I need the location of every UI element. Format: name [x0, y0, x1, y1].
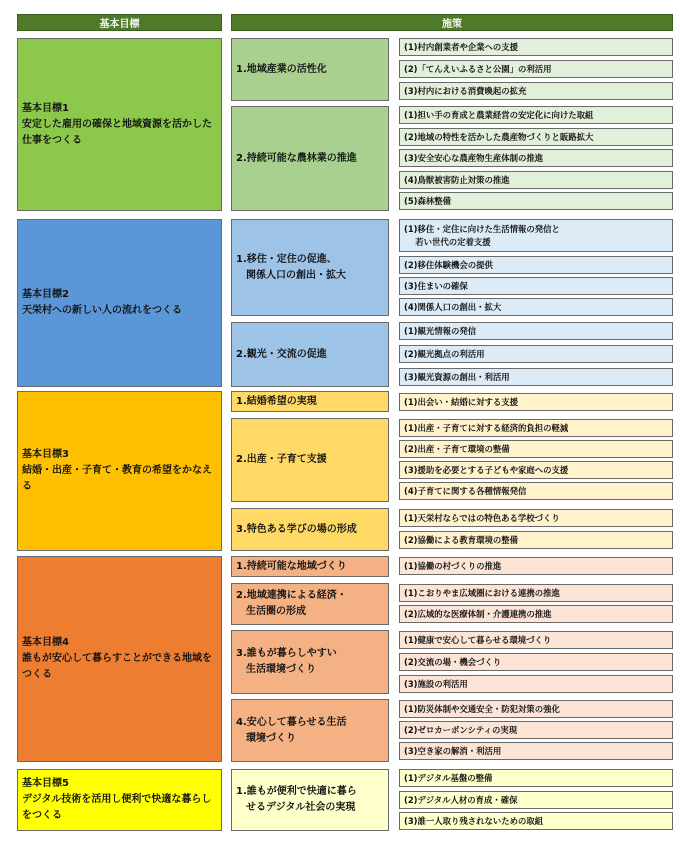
goal-3-box	[17, 391, 222, 551]
measure-4-4-1: (1)防災体制や交通安全・防犯対策の強化	[399, 700, 673, 718]
policy-3-3: 3.特色ある学びの場の形成	[231, 508, 389, 551]
measure-4-1-1: (1)協働の村づくりの推進	[399, 557, 673, 575]
policy-3-2: 2.出産・子育て支援	[231, 418, 389, 502]
goal-5-text: デジタル技術を活用し便利で快適な暮らしをつくる	[22, 794, 212, 821]
goal-4-label: 基本目標4	[22, 637, 69, 648]
measure-5-1-3: (3)誰一人取り残されないための取組	[399, 812, 673, 830]
measure-3-2-4: (4)子育てに関する各種情報発信	[399, 482, 673, 500]
goal-4-text: 誰もが安心して暮らすことができる地域をつくる	[22, 653, 212, 680]
policy-4-4: 4.安心して暮らせる生活 環境づくり	[231, 699, 389, 762]
measure-3-2-2: (2)出産・子育て環境の整備	[399, 440, 673, 458]
measure-2-2-2: (2)観光拠点の利活用	[399, 345, 673, 363]
goal-2-text: 天栄村への新しい人の流れをつくる	[22, 305, 182, 316]
goal-2-label: 基本目標2	[22, 289, 69, 300]
policy-4-3: 3.誰もが暮らしやすい 生活環境づくり	[231, 630, 389, 694]
measure-1-2-5: (5)森林整備	[399, 192, 673, 210]
goal-5-label: 基本目標5	[22, 778, 69, 789]
policy-2-2: 2.観光・交流の促進	[231, 322, 389, 387]
measure-4-3-1: (1)健康で安心して暮らせる環境づくり	[399, 631, 673, 649]
measure-4-3-2: (2)交流の場・機会づくり	[399, 653, 673, 671]
policy-4-2: 2.地域連携による経済・ 生活圏の形成	[231, 583, 389, 625]
measure-2-1-1: (1)移住・定住に向けた生活情報の発信と 若い世代の定着支援	[399, 219, 673, 252]
goal-2-box	[17, 219, 222, 387]
measure-1-2-1: (1)担い手の育成と農業経営の安定化に向けた取組	[399, 106, 673, 124]
measure-3-2-1: (1)出産・子育てに対する経済的負担の軽減	[399, 419, 673, 437]
measure-1-2-3: (3)安全安心な農産物生産体制の推進	[399, 149, 673, 167]
measure-5-1-2: (2)デジタル人材の育成・確保	[399, 791, 673, 809]
measure-2-1-2: (2)移住体験機会の提供	[399, 256, 673, 274]
measure-5-1-1: (1)デジタル基盤の整備	[399, 769, 673, 787]
goal-1-box	[17, 38, 222, 211]
goal-4-box	[17, 556, 222, 762]
measure-1-1-3: (3)村内における消費喚起の拡充	[399, 82, 673, 100]
header-measures: 施策	[231, 14, 673, 31]
policy-1-1: 1.地域産業の活性化	[231, 38, 389, 101]
measure-4-4-2: (2)ゼロカーボンシティの実現	[399, 721, 673, 739]
measure-4-2-1: (1)こおりやま広域圏における連携の推進	[399, 584, 673, 602]
measure-1-2-2: (2)地域の特性を活かした農産物づくりと販路拡大	[399, 128, 673, 146]
measure-2-2-3: (3)観光資源の創出・利活用	[399, 368, 673, 386]
measure-4-4-3: (3)空き家の解消・利活用	[399, 742, 673, 760]
goal-1-text: 安定した雇用の確保と地域資源を活かした仕事をつくる	[22, 118, 212, 146]
measure-1-1-1: (1)村内創業者や企業への支援	[399, 38, 673, 56]
measure-1-2-4: (4)鳥獣被害防止対策の推進	[399, 171, 673, 189]
header-goal: 基本目標	[17, 14, 222, 31]
goal-3-text: 結婚・出産・子育て・教育の希望をかなえる	[22, 465, 212, 492]
measure-4-3-3: (3)施設の利活用	[399, 675, 673, 693]
policy-4-1: 1.持続可能な地域づくり	[231, 556, 389, 577]
measure-2-1-4: (4)関係人口の創出・拡大	[399, 298, 673, 316]
policy-3-1: 1.結婚希望の実現	[231, 391, 389, 412]
measure-3-1-1: (1)出会い・結婚に対する支援	[399, 393, 673, 411]
measure-3-3-2: (2)協働による教育環境の整備	[399, 531, 673, 549]
goal-5-box	[17, 769, 222, 831]
measure-4-2-2: (2)広域的な医療体制・介護連携の推進	[399, 605, 673, 623]
measure-3-2-3: (3)援助を必要とする子どもや家庭への支援	[399, 461, 673, 479]
policy-2-1: 1.移住・定住の促進、 関係人口の創出・拡大	[231, 219, 389, 316]
goal-3-label: 基本目標3	[22, 449, 69, 460]
policy-5-1: 1.誰もが便利で快適に暮ら せるデジタル社会の実現	[231, 769, 389, 831]
measure-3-3-1: (1)天栄村ならではの特色ある学校づくり	[399, 509, 673, 527]
policy-1-2: 2.持続可能な農林業の推進	[231, 106, 389, 211]
measure-2-1-3: (3)住まいの確保	[399, 277, 673, 295]
measure-1-1-2: (2)「てんえいふるさと公園」の利活用	[399, 60, 673, 78]
goal-1-label: 基本目標1	[22, 102, 69, 114]
measure-2-2-1: (1)観光情報の発信	[399, 322, 673, 340]
